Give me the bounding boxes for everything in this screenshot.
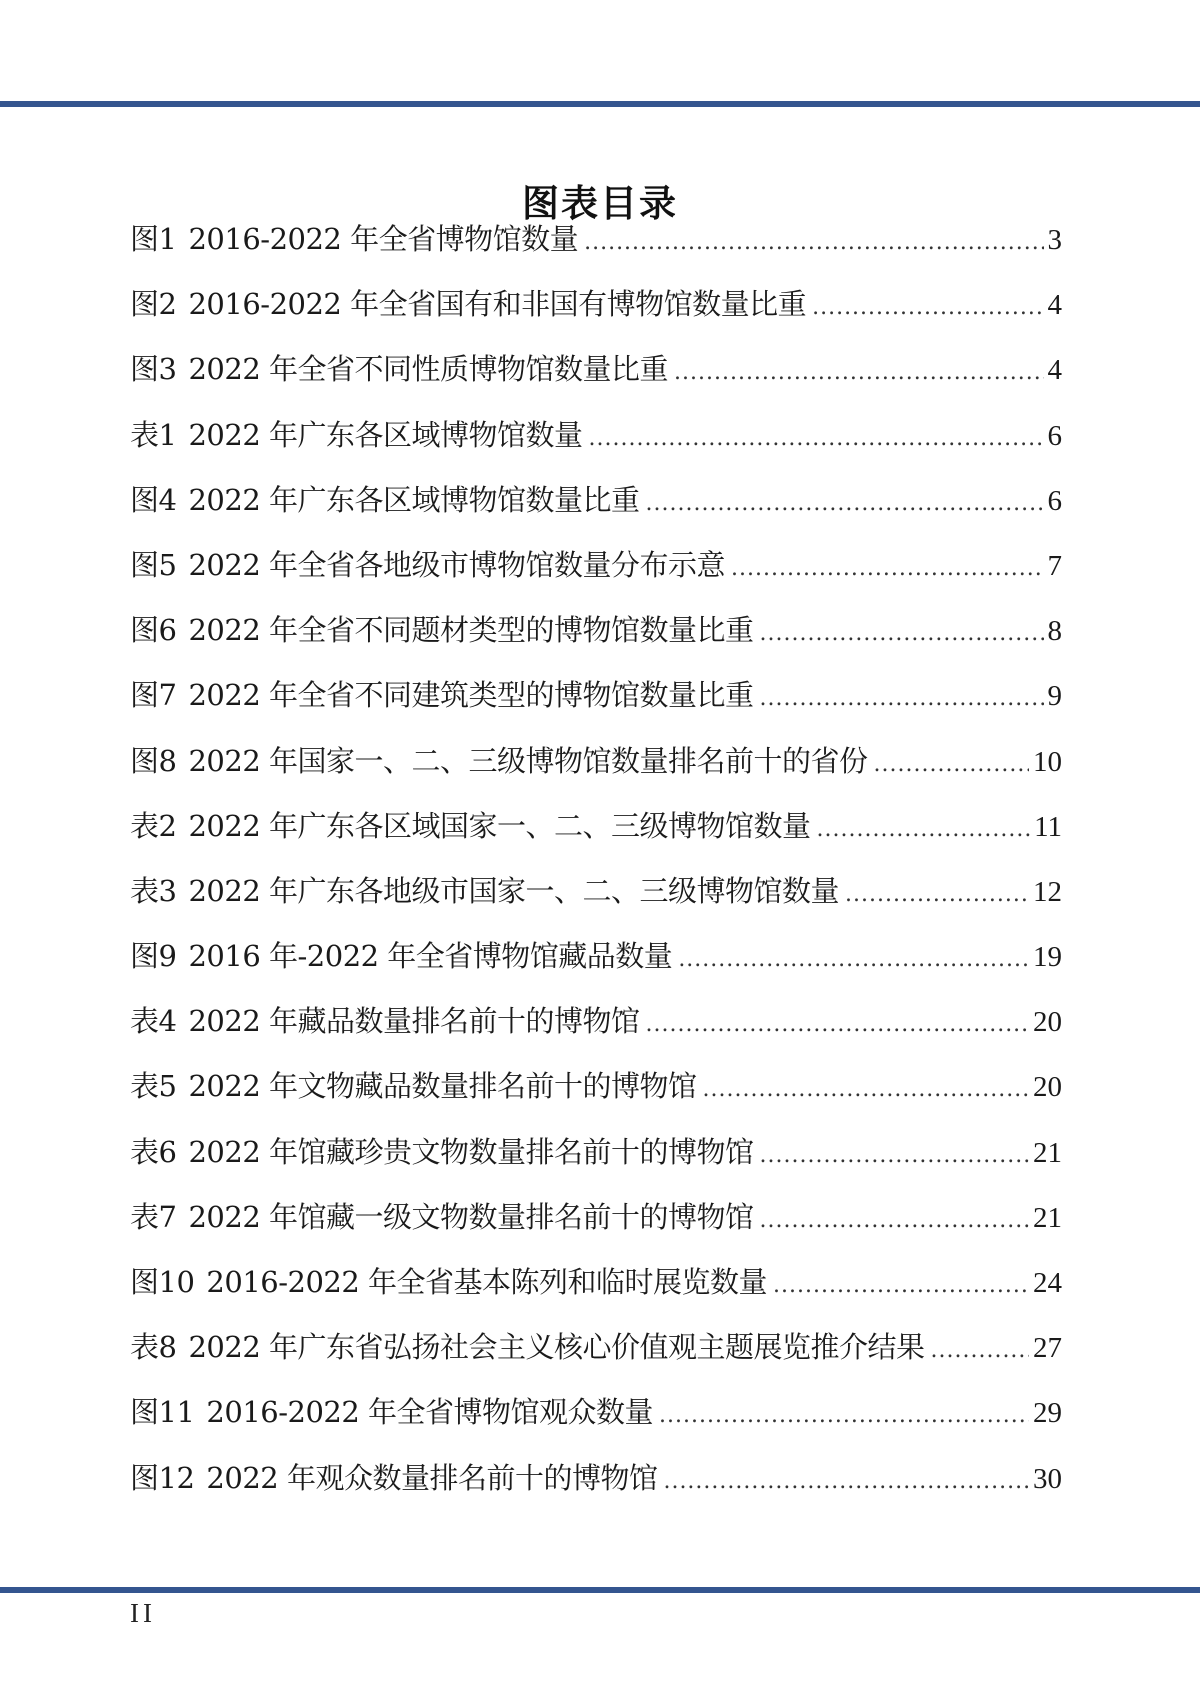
toc-entry-kind: 表 [130,1330,159,1365]
toc-entry-page: 30 [1033,1462,1062,1495]
toc-entry-number: 12 [158,1460,195,1495]
toc-entry[interactable] [130,611,1062,676]
toc-entry-page: 9 [1047,680,1062,713]
toc-entry-page: 7 [1047,549,1062,582]
toc-entry[interactable] [130,220,1062,285]
toc-entry-page: 12 [1033,875,1062,908]
toc-entry-leader-dots [731,550,1044,588]
footer-rule [0,1587,1200,1593]
toc-entry-number: 10 [158,1265,195,1299]
toc-entry-number: 8 [158,743,177,778]
toc-entry-page: 4 [1047,354,1062,387]
toc-entry-page: 21 [1033,1136,1062,1169]
toc-entry-title: 2016-2022 年全省国有和非国有博物馆数量比重 [188,287,807,322]
toc-entry-label [130,676,754,714]
toc-entry-title: 2016-2022 年全省博物馆观众数量 [206,1395,654,1430]
toc-entry-label [130,220,578,258]
toc-entry-title: 2016-2022 年全省基本陈列和临时展览数量 [206,1265,768,1299]
toc-entry-number: 6 [158,613,177,648]
toc-entry-number: 4 [158,1004,177,1039]
toc-entry[interactable] [130,1133,1062,1198]
toc-entry-label [130,1263,767,1301]
toc-entry-title: 2022 年国家一、二、三级博物馆数量排名前十的省份 [188,743,868,778]
toc-entry-leader-dots [760,680,1044,718]
toc-entry-leader-dots [760,1202,1030,1240]
toc-entry-leader-dots [663,1463,1029,1501]
toc-entry-leader-dots [703,1071,1030,1109]
toc-entry-leader-dots [874,746,1030,784]
toc-entry-page: 29 [1033,1397,1062,1430]
toc-entry-kind: 表 [130,1004,159,1039]
toc-entry-label [130,546,725,584]
toc-entry-label [130,285,806,323]
toc-entry-title: 2022 年广东省弘扬社会主义核心价值观主题展览推介结果 [188,1330,925,1365]
toc-entry-leader-dots [646,485,1044,523]
toc-entry-kind: 表 [130,1069,159,1104]
toc-entry-page: 4 [1047,289,1062,322]
toc-entry-page: 10 [1033,745,1062,778]
toc-entry-title: 2016 年-2022 年全省博物馆藏品数量 [188,939,673,974]
toc-entry-title: 2022 年馆藏珍贵文物数量排名前十的博物馆 [188,1134,754,1169]
toc-entry-kind: 图 [130,222,159,256]
toc-entry[interactable] [130,1067,1062,1132]
toc-entry-leader-dots [760,615,1044,653]
toc-entry-kind: 表 [130,873,159,908]
toc-entry-number: 6 [158,1134,177,1169]
toc-entry-number: 1 [158,417,177,452]
toc-entry-label [130,611,754,649]
toc-entry-leader-dots [773,1267,1029,1305]
toc-entry-kind: 表 [130,1134,159,1169]
toc-entry-page: 20 [1033,1071,1062,1104]
toc-entry-kind: 图 [130,1460,159,1495]
toc-entry-number: 7 [158,1199,177,1234]
toc-entry-leader-dots [674,354,1044,392]
toc-entry-label [130,742,868,780]
toc-entry-label [130,1133,754,1171]
toc-entry-number: 4 [158,482,177,517]
toc-entry-kind: 图 [130,1265,159,1299]
toc-entry-title: 2022 年广东各区域博物馆数量比重 [188,482,640,517]
toc-entry[interactable] [130,481,1062,546]
toc-entry-page: 8 [1047,615,1062,648]
toc-entry-leader-dots [678,941,1029,979]
toc-entry-title: 2022 年全省不同性质博物馆数量比重 [188,352,668,387]
header-rule [0,101,1200,107]
toc-entry-page: 6 [1047,484,1062,517]
toc-entry-kind: 表 [130,417,159,452]
toc-entry-title: 2022 年馆藏一级文物数量排名前十的博物馆 [188,1199,754,1234]
toc-entry-title: 2022 年文物藏品数量排名前十的博物馆 [188,1069,697,1104]
toc-entry-kind: 图 [130,939,159,974]
toc-entry-leader-dots [760,1137,1030,1175]
toc-entry-number: 3 [158,352,177,387]
toc-entry-leader-dots [817,811,1031,849]
page-number: II [130,1598,156,1628]
toc-entry-kind: 图 [130,1395,159,1430]
toc-entry-leader-dots [646,1006,1030,1044]
toc-entry[interactable] [130,1002,1062,1067]
toc-entry-page: 19 [1033,941,1062,974]
toc-entry-leader-dots [812,289,1043,327]
toc-entry-kind: 图 [130,547,159,582]
toc-entry-page: 3 [1047,224,1062,256]
toc-entry[interactable] [130,872,1062,937]
toc-entry-kind: 图 [130,352,159,387]
toc-entry-label [130,1198,754,1236]
toc-entry[interactable] [130,1198,1062,1263]
toc-entry[interactable] [130,285,1062,350]
toc-list [130,220,1062,1524]
toc-entry-kind: 表 [130,808,159,843]
toc-entry-label [130,1393,653,1431]
toc-entry-title: 2016-2022 年全省博物馆数量 [188,222,579,256]
toc-entry-label [130,807,811,845]
toc-entry-title: 2022 年全省不同题材类型的博物馆数量比重 [188,613,754,648]
page-title: 图表目录 [522,181,678,225]
toc-entry-number: 5 [158,547,177,582]
toc-entry[interactable] [130,676,1062,741]
toc-entry-number: 1 [158,222,177,256]
toc-entry-label [130,1459,657,1497]
toc-entry-page: 20 [1033,1006,1062,1039]
toc-entry-title: 2022 年广东各地级市国家一、二、三级博物馆数量 [188,873,839,908]
toc-entry[interactable] [130,1328,1062,1393]
toc-entry-label [130,937,672,975]
toc-entry-kind: 表 [130,1199,159,1234]
toc-entry[interactable] [130,1263,1062,1328]
toc-entry-leader-dots [931,1332,1030,1370]
toc-entry-number: 5 [158,1069,177,1104]
toc-entry-leader-dots [659,1397,1029,1435]
toc-entry-kind: 图 [130,678,159,713]
toc-entry[interactable] [130,807,1062,872]
toc-entry-label [130,350,668,388]
toc-entry-title: 2022 年全省各地级市博物馆数量分布示意 [188,547,725,582]
toc-entry[interactable] [130,416,1062,481]
toc-entry-label [130,416,583,454]
toc-entry-page: 24 [1033,1267,1062,1299]
toc-entry[interactable] [130,937,1062,1002]
toc-entry-number: 11 [158,1395,195,1430]
toc-entry[interactable] [130,350,1062,415]
toc-entry-label [130,872,839,910]
toc-entry-title: 2022 年广东各区域国家一、二、三级博物馆数量 [188,808,811,843]
toc-entry-label [130,481,640,519]
toc-entry-number: 2 [158,808,177,843]
toc-entry-number: 3 [158,873,177,908]
toc-entry-label [130,1002,640,1040]
toc-entry-kind: 图 [130,287,159,322]
toc-entry-title: 2022 年观众数量排名前十的博物馆 [206,1460,658,1495]
toc-entry[interactable] [130,546,1062,611]
toc-entry-leader-dots [845,876,1029,914]
toc-entry-leader-dots [584,224,1043,262]
toc-entry-title: 2022 年藏品数量排名前十的博物馆 [188,1004,640,1039]
toc-entry-page: 11 [1034,810,1062,843]
toc-entry-page: 21 [1033,1201,1062,1234]
toc-entry-number: 9 [158,939,177,974]
toc-entry-kind: 图 [130,743,159,778]
toc-entry-title: 2022 年广东各区域博物馆数量 [188,417,583,452]
toc-entry-number: 7 [158,678,177,713]
toc-entry-title: 2022 年全省不同建筑类型的博物馆数量比重 [188,678,754,713]
toc-entry-label [130,1067,697,1105]
toc-entry-kind: 图 [130,482,159,517]
toc-entry[interactable] [130,1459,1062,1524]
toc-entry-leader-dots [589,420,1044,458]
toc-entry[interactable] [130,1393,1062,1458]
toc-entry-label [130,1328,925,1366]
toc-entry[interactable] [130,742,1062,807]
toc-entry-number: 8 [158,1330,177,1365]
toc-entry-page: 6 [1047,419,1062,452]
toc-entry-number: 2 [158,287,177,322]
toc-entry-kind: 图 [130,613,159,648]
toc-entry-page: 27 [1033,1332,1062,1365]
